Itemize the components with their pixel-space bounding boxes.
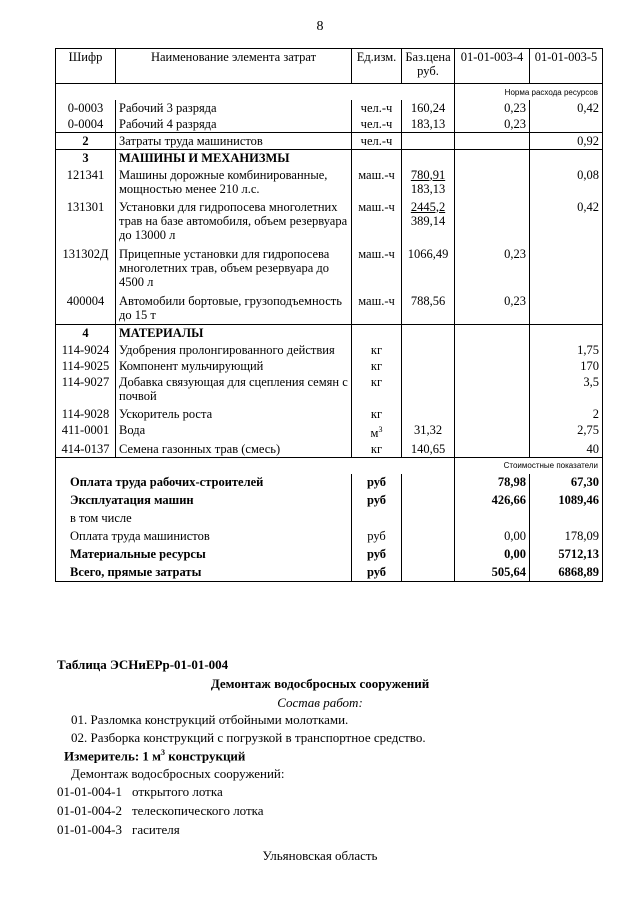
- table-row: [56, 167, 603, 199]
- row-v2: 2,75: [530, 422, 603, 441]
- table-row: [56, 246, 603, 293]
- section-subtitle: Демонтаж водосбросных сооружений: [210, 676, 430, 691]
- row-unit: чел.-ч: [352, 116, 402, 133]
- row-code: 131301: [56, 199, 116, 246]
- row-code: 400004: [56, 293, 116, 325]
- meter-line: Измеритель: 1 $м^3$ конструкций: [64, 748, 246, 764]
- item-code: 01-01-004-3: [57, 822, 122, 837]
- row-v2: 0,92: [530, 133, 603, 150]
- row-code: 114-9025: [56, 358, 116, 374]
- row-code: 114-9024: [56, 342, 116, 358]
- summary-name: Эксплуатация машин: [56, 492, 352, 510]
- summary-unit: [352, 510, 402, 528]
- row-price: 788,56: [402, 293, 455, 325]
- row-name: Компонент мульчирующий: [116, 358, 352, 374]
- summary-price: [402, 510, 455, 528]
- summary-v2: [530, 510, 603, 528]
- summary-name: Всего, прямые затраты: [56, 564, 352, 582]
- price-secondary: 183,13: [410, 181, 446, 196]
- row-name: Вода: [116, 422, 352, 441]
- summary-name: Оплата труда машинистов: [56, 528, 352, 546]
- row-v2: [530, 116, 603, 133]
- price-main: 2445,2: [410, 199, 446, 214]
- row-name: Машины дорожные комбинированные, мощностью менее 210 л.с.: [116, 167, 352, 199]
- row-code: 114-9027: [56, 374, 116, 406]
- resource-table: [55, 48, 603, 582]
- table-row: [56, 422, 603, 441]
- summary-price: [402, 546, 455, 564]
- row-v2: 3,5: [530, 374, 603, 406]
- row-code: 411-0001: [56, 422, 116, 441]
- summary-row: [56, 546, 603, 564]
- summary-v1: 0,00: [455, 546, 530, 564]
- row-name: Автомобили бортовые, грузоподъемность до 15 т: [116, 293, 352, 325]
- row-unit: маш.-ч: [352, 199, 402, 246]
- summary-unit: руб: [352, 492, 402, 510]
- summary-row: [56, 474, 603, 492]
- row-v1: [455, 133, 530, 150]
- table-row: [56, 342, 603, 358]
- row-v1: 0,23: [455, 246, 530, 293]
- row-v1: 0,23: [455, 116, 530, 133]
- row-unit: чел.-ч: [352, 100, 402, 116]
- norm-label-row: [56, 84, 603, 101]
- table-header-row: [56, 49, 603, 84]
- row-code: 0-0004: [56, 116, 116, 133]
- row-name: Рабочий 3 разряда: [116, 100, 352, 116]
- row-code: 2: [56, 133, 116, 150]
- norm-label: Норма расхода ресурсов: [455, 84, 603, 101]
- price-main: 780,91: [410, 167, 446, 182]
- row-price: 140,65: [402, 441, 455, 458]
- row-name: МАШИНЫ И МЕХАНИЗМЫ: [116, 150, 352, 167]
- row-price: [402, 199, 455, 246]
- row-v2: [530, 293, 603, 325]
- row-v2: 170: [530, 358, 603, 374]
- row-name: Установки для гидропосева многолетних трав на базе автомобиля, объем резервуара до 13000 л: [116, 199, 352, 246]
- row-price: 1066,49: [402, 246, 455, 293]
- row-unit: $м^3$: [352, 422, 402, 441]
- summary-unit: руб: [352, 528, 402, 546]
- row-name: Рабочий 4 разряда: [116, 116, 352, 133]
- table-row: [56, 116, 603, 133]
- row-unit: маш.-ч: [352, 293, 402, 325]
- summary-v1: 0,00: [455, 528, 530, 546]
- row-unit: кг: [352, 441, 402, 458]
- row-unit: [352, 325, 402, 342]
- row-v2: 40: [530, 441, 603, 458]
- row-v1: [455, 422, 530, 441]
- summary-v1: 426,66: [455, 492, 530, 510]
- summary-name: Оплата труда рабочих-строителей: [56, 474, 352, 492]
- summary-v2: 6868,89: [530, 564, 603, 582]
- table-row: [56, 406, 603, 422]
- row-name: Удобрения пролонгированного действия: [116, 342, 352, 358]
- row-v1: [455, 374, 530, 406]
- header-col2: 01-01-003-5: [530, 49, 603, 84]
- row-price: [402, 150, 455, 167]
- row-name: Прицепные установки для гидропосева многолетних трав, объем резервуара до 4500 л: [116, 246, 352, 293]
- row-v1: [455, 406, 530, 422]
- cost-label-row: [56, 457, 603, 474]
- footer-region: Ульяновская область: [262, 848, 378, 863]
- summary-name: в том числе: [56, 510, 352, 528]
- row-v1: [455, 342, 530, 358]
- row-unit: маш.-ч: [352, 246, 402, 293]
- row-name: МАТЕРИАЛЫ: [116, 325, 352, 342]
- row-price: 183,13: [402, 116, 455, 133]
- table-row: [56, 441, 603, 458]
- item-label: телескопического лотка: [132, 803, 264, 818]
- row-code: 4: [56, 325, 116, 342]
- header-col1: 01-01-003-4: [455, 49, 530, 84]
- header-name: Наименование элемента затрат: [116, 49, 352, 84]
- row-unit: чел.-ч: [352, 133, 402, 150]
- table-row: [56, 100, 603, 116]
- row-code: 121341: [56, 167, 116, 199]
- summary-v2: 67,30: [530, 474, 603, 492]
- header-unit: Ед.изм.: [352, 49, 402, 84]
- row-v1: 0,23: [455, 293, 530, 325]
- row-v1: [455, 441, 530, 458]
- row-name: Ускоритель роста: [116, 406, 352, 422]
- items-intro: Демонтаж водосбросных сооружений:: [71, 766, 285, 781]
- row-v2: 2: [530, 406, 603, 422]
- summary-v2: 178,09: [530, 528, 603, 546]
- table-title: Таблица ЭСНиЕРр-01-01-004: [57, 657, 229, 672]
- item-label: гасителя: [132, 822, 180, 837]
- row-unit: кг: [352, 406, 402, 422]
- work-item-1: 01. Разломка конструкций отбойными молотками.: [71, 712, 349, 727]
- summary-v1: 78,98: [455, 474, 530, 492]
- row-price: [402, 133, 455, 150]
- row-name: Семена газонных трав (смесь): [116, 441, 352, 458]
- row-code: 131302Д: [56, 246, 116, 293]
- row-v2: [530, 150, 603, 167]
- cost-label: Стоимостные показатели: [455, 457, 603, 474]
- price-secondary: 389,14: [410, 213, 446, 228]
- table-row: [56, 133, 603, 150]
- table-row: [56, 358, 603, 374]
- row-v1: [455, 199, 530, 246]
- item-code: 01-01-004-2: [57, 803, 122, 818]
- item-code: 01-01-004-1: [57, 784, 122, 799]
- summary-price: [402, 474, 455, 492]
- row-unit: [352, 150, 402, 167]
- table-row: [56, 199, 603, 246]
- summary-v2: 1089,46: [530, 492, 603, 510]
- row-code: 0-0003: [56, 100, 116, 116]
- summary-v2: 5712,13: [530, 546, 603, 564]
- summary-row: [56, 510, 603, 528]
- work-item-2: 02. Разборка конструкций с погрузкой в транспортное средство.: [71, 730, 426, 745]
- page-number: 8: [316, 19, 324, 34]
- row-unit: кг: [352, 358, 402, 374]
- row-v2: 0,08: [530, 167, 603, 199]
- header-price: Баз.цена руб.: [402, 49, 455, 84]
- summary-price: [402, 528, 455, 546]
- row-unit: маш.-ч: [352, 167, 402, 199]
- table-row: [56, 293, 603, 325]
- row-unit: кг: [352, 342, 402, 358]
- table-row: [56, 150, 603, 167]
- row-name: Добавка связующая для сцепления семян с почвой: [116, 374, 352, 406]
- summary-row: [56, 492, 603, 510]
- row-price: [402, 374, 455, 406]
- row-v1: [455, 325, 530, 342]
- row-price: [402, 342, 455, 358]
- row-v1: [455, 167, 530, 199]
- summary-price: [402, 564, 455, 582]
- summary-name: Материальные ресурсы: [56, 546, 352, 564]
- row-code: 3: [56, 150, 116, 167]
- summary-unit: руб: [352, 474, 402, 492]
- row-code: 114-9028: [56, 406, 116, 422]
- row-v1: [455, 150, 530, 167]
- table-row: [56, 325, 603, 342]
- table-row: [56, 374, 603, 406]
- row-v2: [530, 246, 603, 293]
- item-label: открытого лотка: [132, 784, 223, 799]
- summary-unit: руб: [352, 564, 402, 582]
- row-v1: 0,23: [455, 100, 530, 116]
- row-v2: 1,75: [530, 342, 603, 358]
- row-price: 160,24: [402, 100, 455, 116]
- summary-row: [56, 564, 603, 582]
- summary-price: [402, 492, 455, 510]
- header-code: Шифр: [56, 49, 116, 84]
- summary-v1: 505,64: [455, 564, 530, 582]
- row-v1: [455, 358, 530, 374]
- row-price: [402, 358, 455, 374]
- row-v2: 0,42: [530, 100, 603, 116]
- summary-v1: [455, 510, 530, 528]
- row-price: [402, 406, 455, 422]
- row-price: [402, 167, 455, 199]
- row-price: 31,32: [402, 422, 455, 441]
- summary-unit: руб: [352, 546, 402, 564]
- summary-row: [56, 528, 603, 546]
- composition-heading: Состав работ:: [277, 695, 363, 710]
- row-price: [402, 325, 455, 342]
- row-v2: 0,42: [530, 199, 603, 246]
- row-unit: кг: [352, 374, 402, 406]
- row-code: 414-0137: [56, 441, 116, 458]
- row-name: Затраты труда машинистов: [116, 133, 352, 150]
- row-v2: [530, 325, 603, 342]
